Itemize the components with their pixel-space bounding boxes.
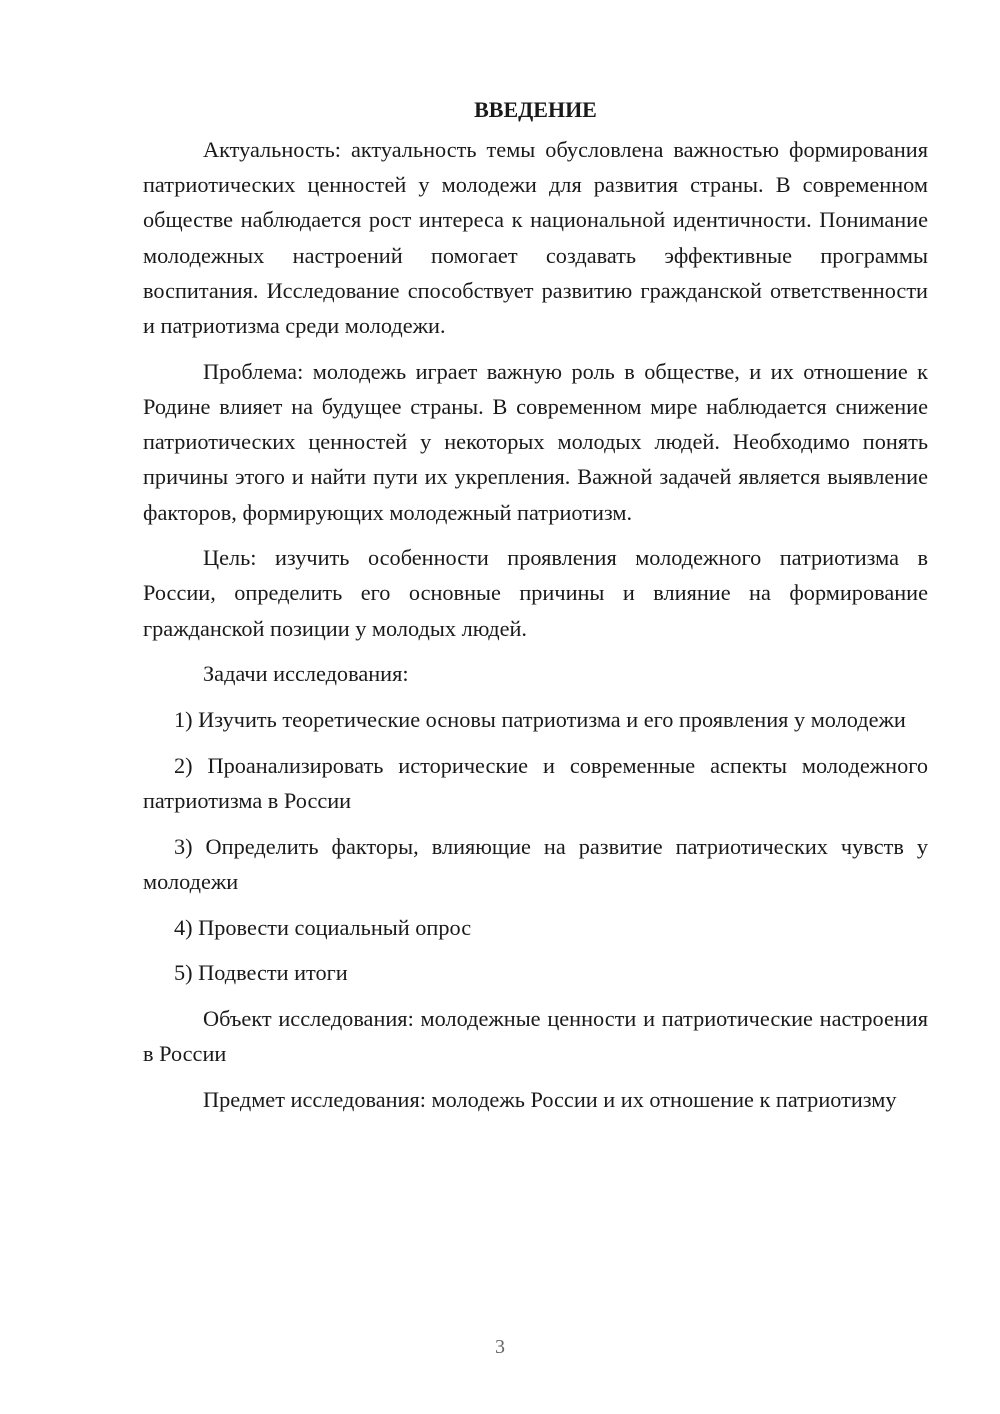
page-number: 3 — [495, 1336, 505, 1358]
document-page — [143, 92, 928, 1117]
paragraph-tasks-title: Задачи исследования: — [203, 661, 409, 687]
paragraph-subject: Предмет исследования: молодежь России и их отношение к патриотизму — [203, 1086, 897, 1112]
paragraph-relevance: Актуальность: актуальность темы обусловлена важностью формирования патриотических ценностей у молодежи для развития страны. В современном обществе наблюдается рост интереса к национальной идентичности. Понимание молодежных настроений помогает создавать эффективные программы воспитания. Исследование способствует развитию гражданской ответственности и патриотизма среди молодежи. — [143, 137, 928, 339]
task-item-4: 4) Провести социальный опрос — [174, 914, 472, 940]
paragraph-goal: Цель: изучить особенности проявления молодежного патриотизма в России, определить его основные причины и влияние на формирование гражданской позиции у молодых людей. — [143, 545, 928, 641]
paragraph-problem: Проблема: молодежь играет важную роль в обществе, и их отношение к Родине влияет на будущее страны. В современном мире наблюдается снижение патриотических ценностей у некоторых молодых людей. Необходимо понять причины этого и найти пути их укрепления. Важной задачей является выявление факторов, формирующих молодежный патриотизм. — [143, 358, 928, 525]
task-item-2: 2) Проанализировать исторические и современные аспекты молодежного патриотизма в России — [143, 752, 928, 813]
task-item-5: 5) Подвести итоги — [174, 960, 348, 986]
section-heading: ВВЕДЕНИЕ — [474, 97, 597, 122]
task-item-1: 1) Изучить теоретические основы патриотизма и его проявления у молодежи — [174, 707, 906, 733]
task-item-3: 3) Определить факторы, влияющие на развитие патриотических чувств у молодежи — [143, 833, 928, 894]
paragraph-object: Объект исследования: молодежные ценности и патриотические настроения в России — [143, 1005, 928, 1067]
